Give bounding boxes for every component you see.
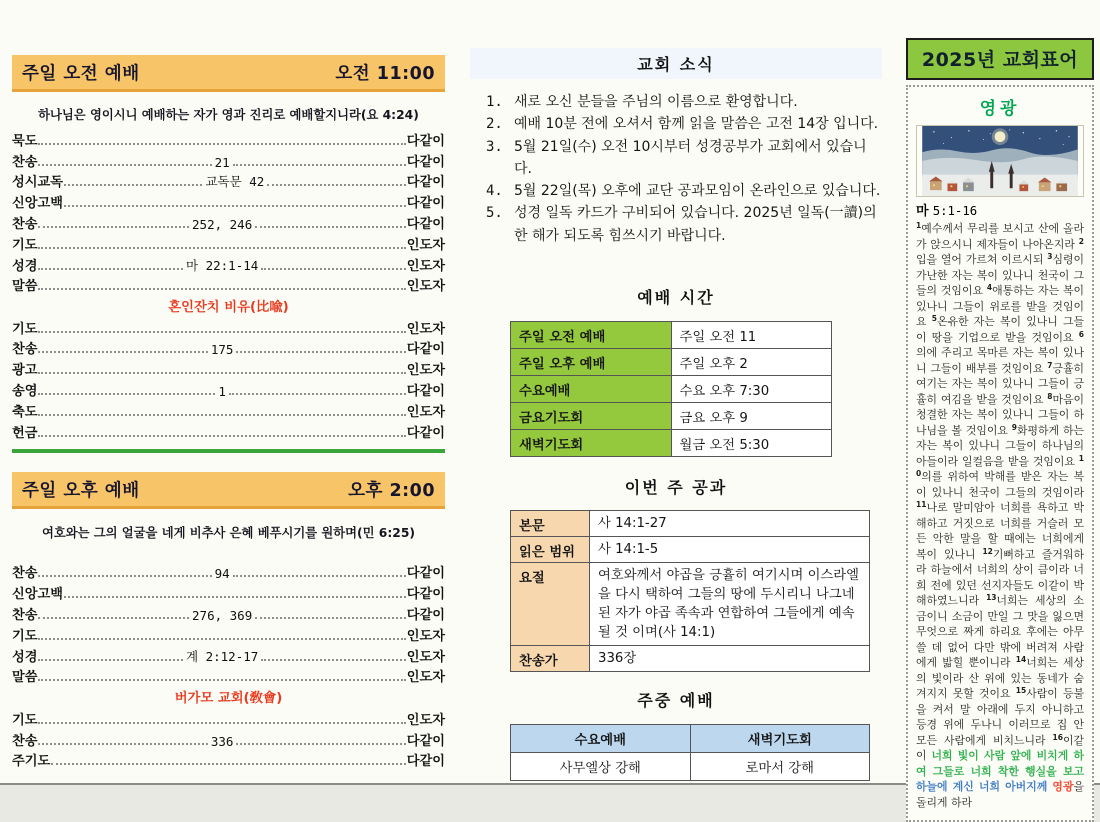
news-item-text: 5월 21일(수) 오전 10시부터 성경공부가 교회에서 있습니다. <box>514 138 867 177</box>
order-item-label: 찬송 <box>12 733 38 749</box>
verse-text: 마음이 청결한 자는 복이 있나니 그들이 하나님을 볼 것임이요 <box>916 392 1084 437</box>
middle-column <box>470 48 882 781</box>
dotted-leader <box>38 226 189 228</box>
right-column <box>906 38 1094 822</box>
sermon-title-note: 혼인잔치 비유(比喩) <box>168 300 289 316</box>
verse-number: 12 <box>982 546 993 556</box>
dotted-leader <box>64 184 203 186</box>
order-item-label: 찬송 <box>12 342 38 358</box>
table-row <box>511 563 870 646</box>
dotted-leader <box>38 659 183 661</box>
dotted-leader <box>38 575 211 577</box>
order-item-label: 신앙고백 <box>12 196 63 212</box>
afternoon-service-section <box>12 472 445 770</box>
order-item-value: 마 22:1-14 <box>186 257 259 273</box>
reference-book: 마 <box>916 204 929 219</box>
scripture-text <box>916 221 1084 810</box>
order-item-value: 21 <box>214 154 230 170</box>
table-key-cell: 읽은 범위 <box>511 537 590 563</box>
order-item-label: 광고 <box>12 363 38 379</box>
order-item-value: 1 <box>218 384 226 400</box>
dotted-leader <box>38 164 211 166</box>
order-item-label: 기도 <box>12 321 38 337</box>
table-row <box>511 376 832 403</box>
order-item-leader: 다같이 <box>406 342 445 358</box>
dotted-leader <box>38 288 405 290</box>
section-title: 주일 오후 예배 <box>22 480 140 501</box>
dotted-leader <box>38 143 405 145</box>
order-row <box>12 170 445 191</box>
table-key-cell: 수요예배 <box>511 376 672 403</box>
verse-number: 7 <box>1047 360 1053 370</box>
news-item-text: 성경 일독 카드가 구비되어 있습니다. 2025년 일독(一讀)의 한 해가 되도록 힘쓰시기 바랍니다. <box>514 205 877 244</box>
dotted-leader <box>38 435 405 437</box>
weekly-lesson-table <box>510 510 870 672</box>
section-title: 주일 오전 예배 <box>22 64 140 84</box>
table-key-cell: 찬송가 <box>511 646 590 672</box>
morning-service-section <box>12 55 445 441</box>
verse-number: 3 <box>1047 252 1053 261</box>
table-header-row <box>511 725 870 753</box>
order-item-leader: 다같이 <box>406 154 446 170</box>
verse-text: 하늘에 계신 너희 아버지께 <box>916 780 1053 793</box>
order-item-label: 찬송 <box>12 608 38 624</box>
news-item <box>486 136 882 181</box>
verse-text: 애통하는 자는 복이 있나니 그들이 위로를 받을 것임이요 <box>916 284 1085 328</box>
order-item-leader: 인도자 <box>406 628 445 644</box>
news-item-number: 5. <box>486 205 503 222</box>
table-row <box>511 537 870 563</box>
motto-box <box>906 85 1094 822</box>
news-item <box>486 180 882 202</box>
order-row <box>12 128 445 149</box>
dotted-leader <box>261 659 406 661</box>
verse-number: 8 <box>1047 391 1053 401</box>
section-time: 오후 2:00 <box>348 480 435 501</box>
verse-text: 의를 위하여 박해를 받은 자는 복이 있나니 천국이 그들의 것임이라 <box>916 470 1084 499</box>
morning-service-header <box>12 55 445 92</box>
verse-number: 9 <box>1011 422 1017 432</box>
dotted-leader <box>38 331 405 333</box>
order-row <box>12 190 445 211</box>
order-item-label: 묵도 <box>12 133 38 149</box>
order-item-label: 찬송 <box>12 566 38 582</box>
news-item <box>486 91 882 113</box>
order-row <box>12 399 445 420</box>
order-item-value: 252, 246 <box>192 216 253 232</box>
news-item-text: 예배 10분 전에 오셔서 함께 읽을 말씀은 고전 14장 입니다. <box>514 116 879 133</box>
table-value-cell: 주일 오전 11 <box>671 322 832 349</box>
dotted-leader <box>51 763 406 765</box>
motto-word: 영광 <box>979 99 1021 119</box>
dotted-leader <box>38 617 189 619</box>
order-row <box>12 623 445 644</box>
dotted-leader <box>233 575 406 577</box>
table-key-cell: 주일 오전 예배 <box>511 322 672 349</box>
order-item-label: 성경 <box>12 649 38 665</box>
dotted-leader <box>255 226 406 228</box>
table-value-cell: 수요 오후 7:30 <box>671 376 832 403</box>
reference-range: 5:1-16 <box>932 204 978 218</box>
order-item-label: 찬송 <box>12 216 38 232</box>
order-item-leader: 인도자 <box>406 258 446 274</box>
verse-text: 의에 주리고 목마른 자는 복이 있나니 그들이 배부를 것임이요 <box>916 346 1084 375</box>
order-item-label: 신앙고백 <box>12 587 63 603</box>
verse-text: 화평하게 하는 자는 복이 있나니 그들이 하나님의 아들이라 일컬음을 받을 것임이요 <box>916 423 1084 468</box>
order-item-value: 276, 369 <box>192 608 253 624</box>
order-row <box>12 274 445 295</box>
order-item-label: 찬송 <box>12 154 38 170</box>
news-item <box>486 113 882 135</box>
order-item-leader: 인도자 <box>406 712 445 728</box>
verse-text: 예수께서 무리를 보시고 산에 올라가 앉으시니 제자들이 나아온지라 <box>916 222 1084 251</box>
verse-text: 나로 말미암아 너희를 욕하고 박해하고 거짓으로 너희를 거슬러 모든 악한 말을 할 때에는 너희에게 복이 있나니 <box>916 501 1084 561</box>
order-row <box>12 665 445 686</box>
order-item-label: 기도 <box>12 237 38 253</box>
verse-text: 심령이 가난한 자는 복이 있나니 천국이 그들의 것임이요 <box>916 253 1084 297</box>
table-value-cell: 336장 <box>590 646 870 672</box>
dotted-leader <box>267 184 406 186</box>
order-item-label: 기도 <box>12 628 38 644</box>
order-row <box>12 602 445 623</box>
order-item-leader: 인도자 <box>406 237 445 253</box>
table-key-cell: 요절 <box>511 563 590 646</box>
order-item-label: 말씀 <box>12 670 38 686</box>
verse-number: 1 <box>916 221 922 230</box>
table-value-cell: 주일 오후 2 <box>671 349 832 376</box>
verse-number: 2 <box>1078 236 1084 246</box>
order-row <box>12 420 445 441</box>
order-row <box>12 357 445 378</box>
order-row <box>12 253 445 274</box>
order-item-label: 헌금 <box>12 425 38 441</box>
weekday-title: 주중 예배 <box>637 691 715 711</box>
dotted-leader <box>38 372 405 374</box>
verse-number: 13 <box>986 593 997 602</box>
order-row <box>12 378 445 399</box>
verse-text: 입을 열어 가르쳐 이르시되 <box>916 253 1048 266</box>
news-item-number: 2. <box>486 116 503 133</box>
verse-number: 4 <box>986 283 993 292</box>
dotted-leader <box>38 638 405 640</box>
dotted-leader <box>236 743 405 745</box>
news-item-number: 3. <box>486 138 503 155</box>
order-item-leader: 다같이 <box>406 733 445 749</box>
dotted-leader <box>38 351 207 353</box>
news-list <box>486 91 882 247</box>
table-row <box>511 646 870 672</box>
order-item-label: 성시교독 <box>12 175 63 191</box>
verse-number: 10 <box>916 453 1084 478</box>
order-item-leader: 인도자 <box>406 279 445 295</box>
news-item <box>486 202 882 247</box>
order-row <box>12 211 445 232</box>
table-row <box>511 322 832 349</box>
verse-number: 11 <box>916 500 927 509</box>
table-key-cell: 주일 오후 예배 <box>511 349 672 376</box>
order-item-leader: 다같이 <box>406 216 446 232</box>
order-row <box>12 149 445 170</box>
verse-text: 온유한 자는 복이 있나니 그들이 땅을 기업으로 받을 것임이요 <box>916 315 1085 344</box>
dotted-leader <box>64 205 406 207</box>
verse-number: 16 <box>1052 732 1063 742</box>
dotted-leader <box>38 679 405 681</box>
table-value-cell: 월금 오전 5:30 <box>671 430 832 457</box>
order-row <box>12 707 445 728</box>
news-item-number: 4. <box>486 183 503 200</box>
order-item-leader: 다같이 <box>406 196 445 212</box>
order-item-leader: 다같이 <box>406 175 445 191</box>
table-value-cell: 사무엘상 강해 <box>511 753 691 781</box>
verse-text: 을 돌리게 하라 <box>916 780 1084 809</box>
order-row <box>12 728 445 749</box>
worship-times-table <box>510 321 832 457</box>
motto-banner: 2025년 교회표어 <box>906 38 1094 80</box>
order-row <box>12 337 445 358</box>
news-item-text: 새로 오신 분들을 주님의 이름으로 환영합니다. <box>514 94 798 110</box>
news-item-number: 1. <box>486 94 503 110</box>
order-item-label: 주기도 <box>12 754 51 770</box>
dotted-leader <box>38 247 405 249</box>
order-item-leader: 다같이 <box>406 608 446 624</box>
order-item-leader: 다같이 <box>406 384 446 400</box>
dotted-leader <box>38 268 183 270</box>
verse-text: 이같이 <box>916 733 1084 762</box>
order-item-label: 말씀 <box>12 279 38 295</box>
order-row <box>12 644 445 665</box>
dotted-leader <box>38 722 405 724</box>
table-value-cell: 금요 오후 9 <box>671 403 832 430</box>
order-item-value: 175 <box>210 342 234 358</box>
verse-text: 기뻐하고 즐거워하라 하늘에서 너희의 상이 큼이라 너희 전에 있던 선지자들도 이같이 박해하였느니라 <box>916 547 1084 607</box>
order-item-leader: 인도자 <box>406 670 445 686</box>
order-item-leader: 다같이 <box>406 754 445 770</box>
order-item-label: 성경 <box>12 258 38 274</box>
dotted-leader <box>38 743 207 745</box>
sermon-title-note: 버가모 교회(敎會) <box>174 691 283 707</box>
table-row <box>511 511 870 537</box>
section-verse: 여호와는 그의 얼굴을 네게 비추사 은혜 베푸시기를 원하며(민 6:25) <box>41 525 416 540</box>
dotted-leader <box>233 164 406 166</box>
dotted-leader <box>64 596 406 598</box>
order-item-leader: 다같이 <box>406 133 445 149</box>
morning-order-list <box>12 128 445 441</box>
verse-number: 15 <box>1015 686 1027 695</box>
table-value-cell: 로마서 강해 <box>690 753 870 781</box>
news-item-text: 5월 22일(목) 오후에 교단 공과모임이 온라인으로 있습니다. <box>514 183 881 200</box>
table-header-cell: 수요예배 <box>511 725 691 753</box>
verse-text: 사람이 등불을 켜서 말 아래에 두지 아니하고 등경 위에 두나니 이러므로 집 안 모든 사람에게 비치느니라 <box>916 687 1084 747</box>
winter-village-illustration <box>916 125 1084 197</box>
table-key-cell: 본문 <box>511 511 590 537</box>
order-item-leader: 다같이 <box>406 566 446 582</box>
table-row <box>511 403 832 430</box>
verse-number: 5 <box>931 314 937 323</box>
table-row <box>511 753 870 781</box>
verse-text: 너희 빛이 사람 앞에 비치게 하여 그들로 너희 착한 행실을 보고 <box>916 749 1084 778</box>
weekday-worship-table <box>510 724 870 781</box>
dotted-leader <box>229 393 406 395</box>
afternoon-service-header <box>12 472 445 509</box>
order-item-leader: 다같이 <box>406 587 445 603</box>
left-column <box>12 55 445 769</box>
order-item-leader: 인도자 <box>406 404 445 420</box>
table-row <box>511 430 832 457</box>
table-value-cell: 사 14:1-27 <box>590 511 870 537</box>
dotted-leader <box>236 351 405 353</box>
dotted-leader <box>261 268 406 270</box>
verse-text: 너희는 세상의 소금이니 소금이 만일 그 맛을 잃으면 무엇으로 짜게 하리요 후에는 아무 쓸 데 없어 다만 밖에 버려져 사람에게 밟힐 뿐이니라 <box>916 594 1084 669</box>
table-row <box>511 349 832 376</box>
order-item-leader: 다같이 <box>406 425 445 441</box>
table-key-cell: 새벽기도회 <box>511 430 672 457</box>
section-divider <box>12 449 445 453</box>
scripture-reference <box>916 200 1084 219</box>
order-item-leader: 인도자 <box>406 649 446 665</box>
table-header-cell: 새벽기도회 <box>690 725 870 753</box>
section-verse: 하나님은 영이시니 예배하는 자가 영과 진리로 예배할지니라(요 4:24) <box>38 108 419 122</box>
dotted-leader <box>255 617 406 619</box>
order-item-value: 336 <box>210 733 234 749</box>
order-item-label: 송영 <box>12 384 38 400</box>
order-item-label: 기도 <box>12 712 38 728</box>
dotted-leader <box>38 393 215 395</box>
order-row <box>12 561 445 582</box>
order-row <box>12 316 445 337</box>
verse-text: 너희는 세상의 빛이라 산 위에 있는 동네가 숨겨지지 못할 것이요 <box>916 656 1084 700</box>
order-item-value: 계 2:12-17 <box>186 648 259 664</box>
times-title: 예배 시간 <box>637 288 715 308</box>
order-item-value: 교독문 42 <box>205 174 265 190</box>
verse-text: 긍휼히 여기는 자는 복이 있나니 그들이 긍휼히 여김을 받을 것임이요 <box>916 361 1084 406</box>
table-value-cell: 여호와께서 야곱을 긍휼히 여기시며 이스라엘을 다시 택하여 그들의 땅에 두시리니 나그네 된 자가 야곱 족속과 연합하여 그들에게 예속될 것 이며(사 14:1) <box>590 563 870 646</box>
table-value-cell: 사 14:1-5 <box>590 537 870 563</box>
verse-text: 영광 <box>1052 780 1074 793</box>
order-row <box>12 232 445 253</box>
lesson-title: 이번 주 공과 <box>624 478 728 498</box>
news-title: 교회 소식 <box>470 48 882 79</box>
order-item-leader: 인도자 <box>406 363 445 379</box>
order-item-label: 축도 <box>12 404 38 420</box>
afternoon-order-list <box>12 561 445 770</box>
order-item-value: 94 <box>214 566 230 582</box>
order-row <box>12 581 445 602</box>
verse-number: 6 <box>1078 329 1084 339</box>
dotted-leader <box>38 414 405 416</box>
verse-number: 14 <box>1015 655 1027 664</box>
order-row <box>12 749 445 770</box>
table-key-cell: 금요기도회 <box>511 403 672 430</box>
section-time: 오전 11:00 <box>335 64 435 84</box>
order-item-leader: 인도자 <box>406 321 445 337</box>
